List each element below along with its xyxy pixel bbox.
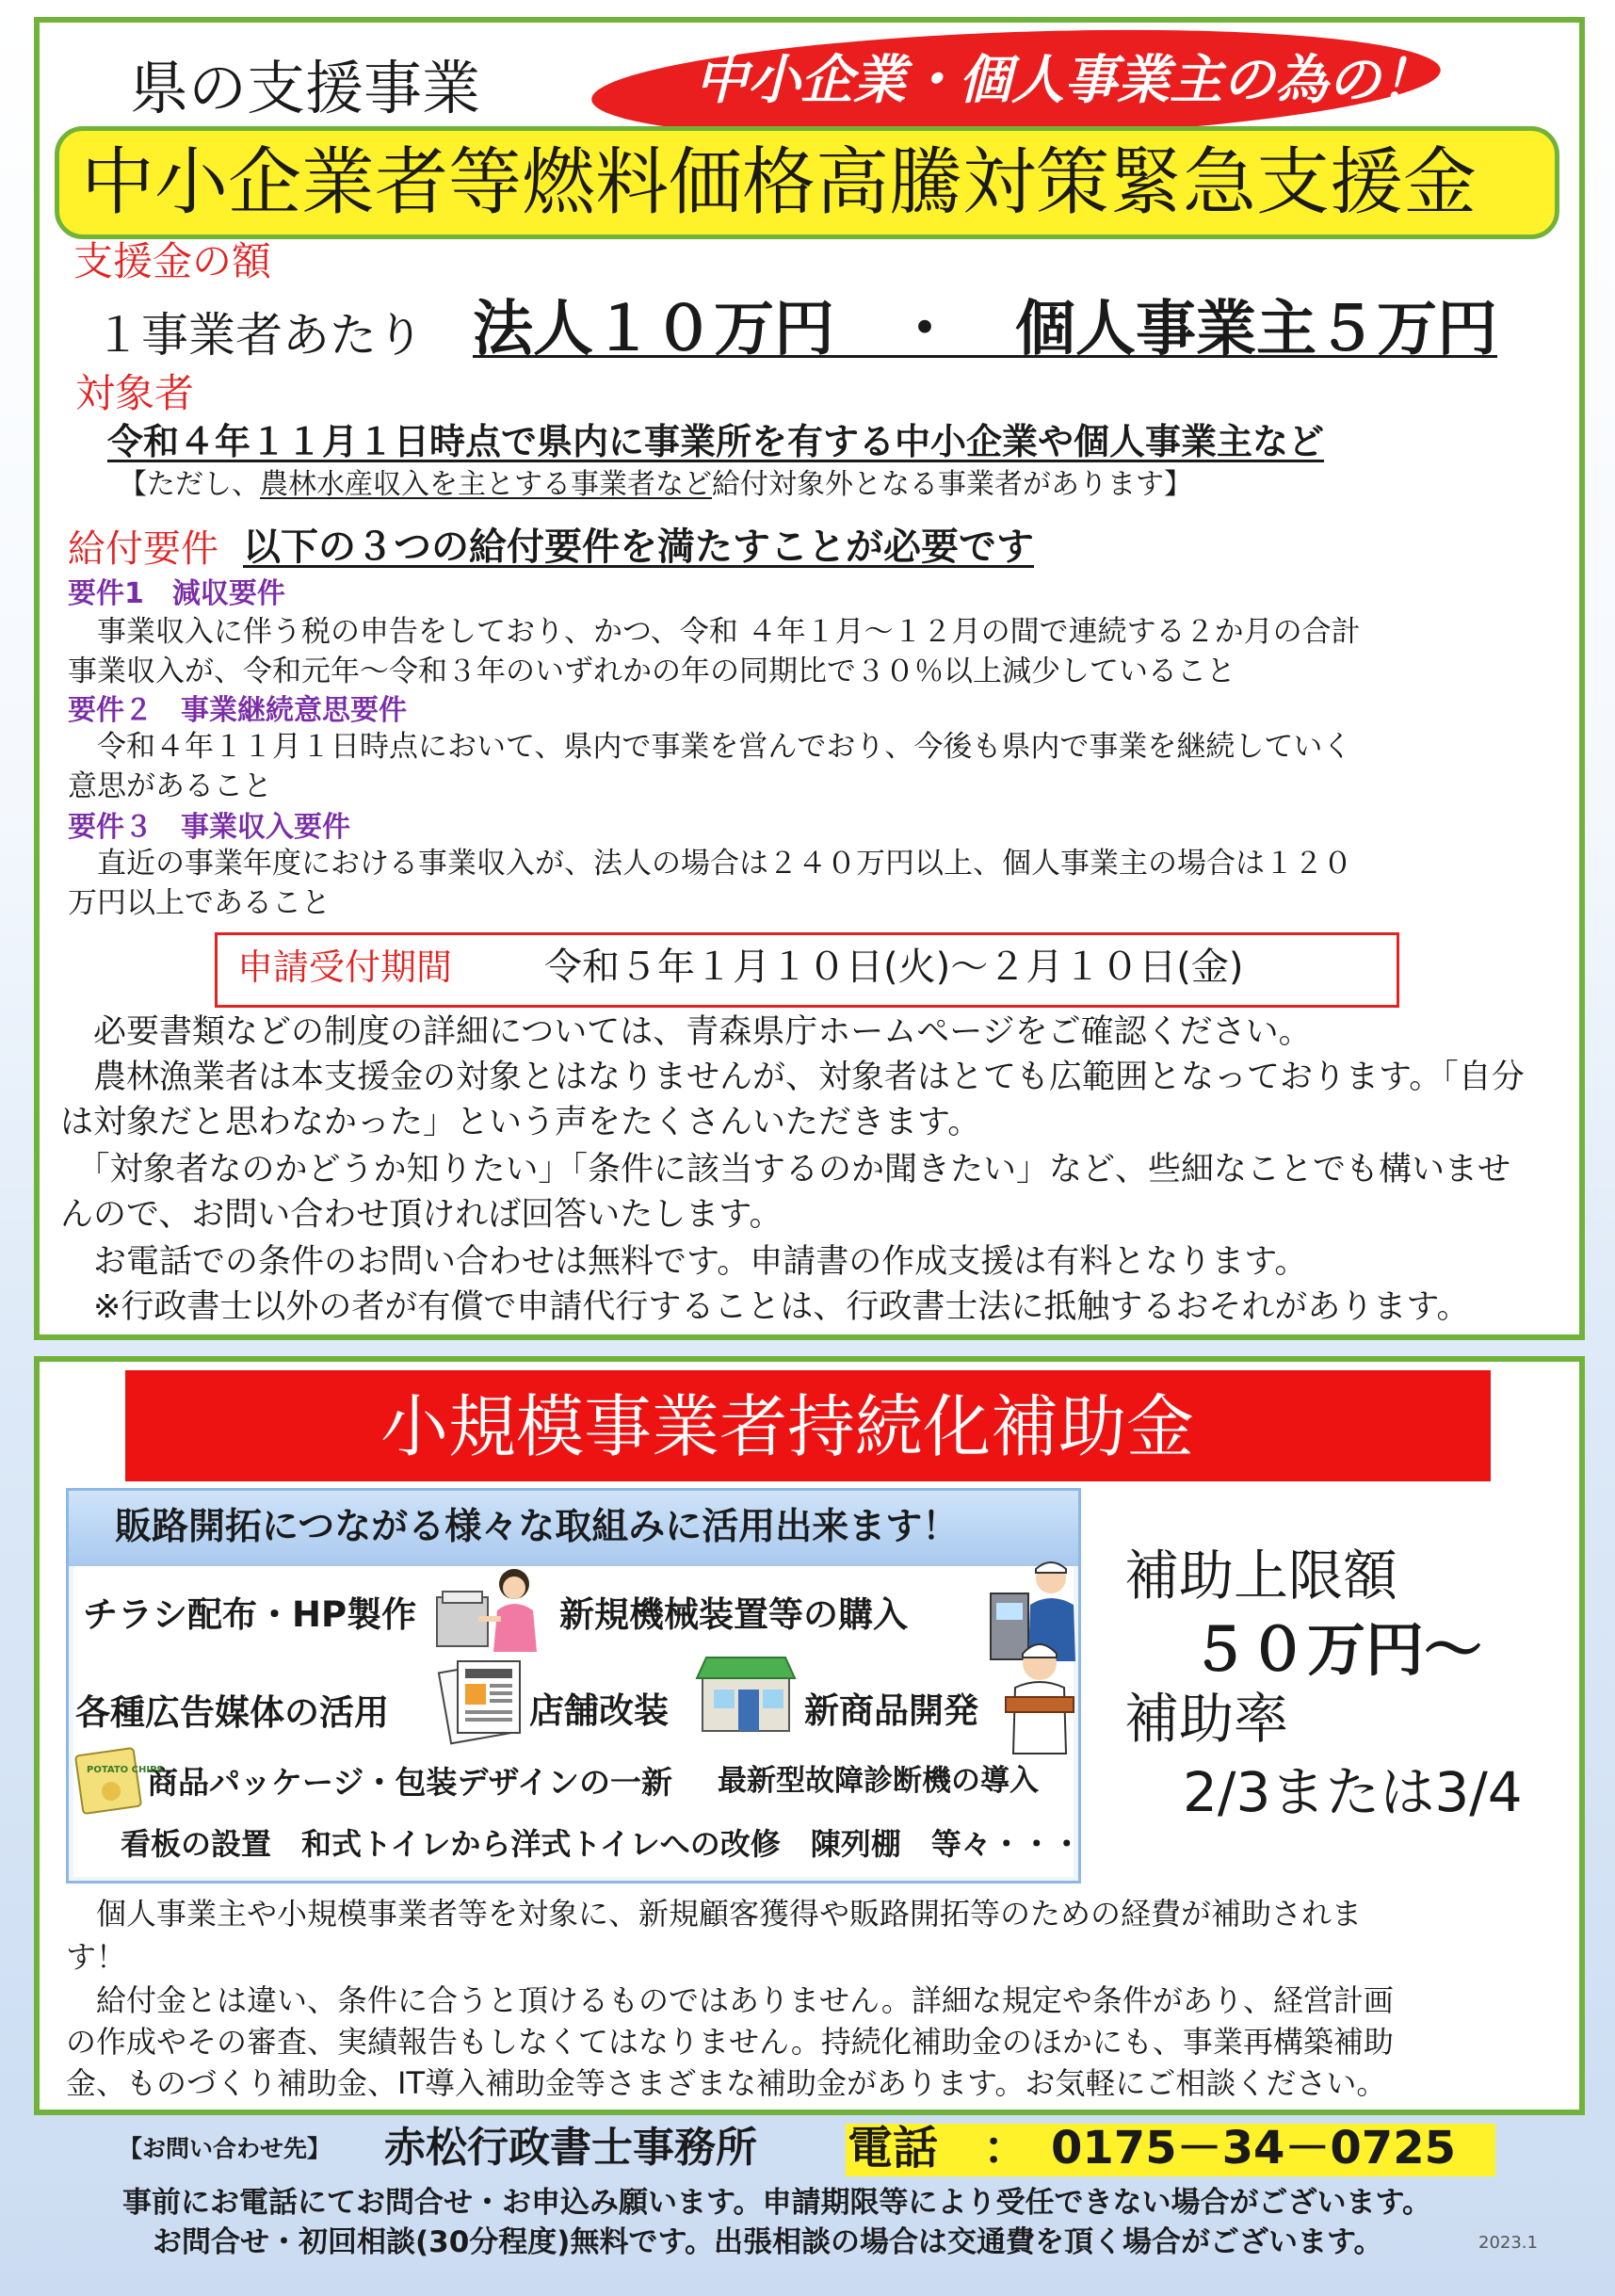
use-product: 新商品開発 [804,1690,978,1731]
amount-per: １事業者あたり [94,308,424,363]
req3-line1: 直近の事業年度における事業収入が、法人の場合は２４０万円以上、個人事業主の場合は１２０ [68,847,1352,881]
promo-header: 販路開拓につながる様々な取組みに活用出来ます！ [115,1506,960,1548]
contact-label: 【お問い合わせ先】 [119,2135,331,2162]
target-note: 【ただし、農林水産収入を主とする事業者など給付対象外となる事業者があります】 [119,468,1192,501]
subsidy-desc-line: 金、ものづくり補助金、IT導入補助金等さまざまな補助金があります。お気軽にご相談ください。 [66,2065,1387,2101]
supported-by-label: 県の支援事業 [130,54,481,122]
note-line: 必要書類などの制度の詳細については、青森県庁ホームページをご確認ください。 [60,1013,1312,1051]
req1-line1: 事業収入に伴う税の申告をしており、かつ、令和 ４年１月～１２月の間で連続する２か月の合計 [68,615,1361,649]
req2-line1: 令和４年１１月１日時点において、県内で事業を営んでおり、今後も県内で事業を継続していく [68,730,1352,764]
target-label: 対象者 [75,370,195,416]
limit-value: ５０万円～ [1190,1615,1483,1684]
req3-line2: 万円以上であること [68,886,331,920]
use-machine: 新規機械装置等の購入 [559,1594,908,1635]
subsidy-desc-line: の作成やその審査、実績報告もしなくてはなりません。持続化補助金のほかにも、事業再構築補助 [66,2024,1394,2060]
period-value: 令和５年１月１０日(火)～２月１０日(金) [544,946,1244,989]
req2-line2: 意思があること [68,769,272,803]
use-diagnosis: 最新型故障診断機の導入 [718,1764,1039,1798]
contact-note-2: お問合せ・初回相談(30分程度)無料です。出張相談の場合は交通費を頂く場合がございます。 [153,2225,1383,2259]
note-line: は対象だと思わなかった」という声をたくさんいただきます。 [60,1104,981,1141]
note-line: 「対象者なのかどうか知りたい」「条件に該当するのか聞きたい」など、些細なことでも構いませ [60,1151,1511,1188]
target-main: 令和４年１１月１日時点で県内に事業所を有する中小企業や個人事業主など [107,421,1325,462]
potato-chips-icon [75,1748,164,1814]
req2-title: 要件２ 事業継続意思要件 [68,694,407,727]
req3-title: 要件３ 事業収入要件 [68,811,350,844]
note-line: んので、お問い合わせ頂ければ回答いたします。 [60,1196,783,1234]
use-signs: 看板の設置 和式トイレから洋式トイレへの改修 陳列棚 等々・・・ [121,1826,1082,1862]
rate-label: 補助率 [1124,1687,1289,1751]
amount-label: 支援金の額 [73,238,272,284]
note-line: お電話での条件のお問い合わせは無料です。申請書の作成支援は有料となります。 [60,1243,1308,1281]
note-line: 農林漁業者は本支援金の対象とはなりませんが、対象者はとても広範囲となっております。「自分 [60,1059,1525,1096]
req1-title: 要件1 減収要件 [68,577,285,610]
flyer-illustration-icon [435,1563,546,1654]
banner-text: 中小企業・個人事業主の為の！ [695,50,1433,111]
subsidy-desc-line: 給付金とは違い、条件に合うと頂けるものではありません。詳細な規定や条件があり、経営計画 [66,1982,1394,2018]
rate-value: 2/3または3/4 [1183,1760,1523,1824]
store-icon [697,1650,795,1733]
requirements-lead: 以下の３つの給付要件を満たすことが必要です [243,525,1034,569]
limit-label: 補助上限額 [1124,1544,1398,1608]
newspaper-icon [439,1656,525,1742]
period-label: 申請受付期間 [237,946,453,988]
use-package: 商品パッケージ・包装デザインの一新 [147,1764,673,1801]
subsidy-desc-line: 個人事業主や小規模事業者等を対象に、新規顧客獲得や販路開拓等のための経費が補助されま [66,1896,1363,1932]
phone-number[interactable]: 電話 ： 0175－34－0725 [848,2122,1456,2175]
chips-label: POTATO CHIPS [87,1765,164,1775]
amount-value: 法人１０万円 ・ 個人事業主５万円 [473,295,1497,364]
subsidy-desc-line: す！ [66,1939,127,1975]
subsidy-title: 小規模事業者持続化補助金 [380,1387,1195,1466]
page-title: 中小企業者等燃料価格高騰対策緊急支援金 [81,140,1478,225]
use-media: 各種広告媒体の活用 [75,1692,389,1733]
contact-note-1: 事前にお電話にてお問合せ・お申込み願います。申請期限等により受任できない場合がございます。 [122,2186,1432,2220]
use-store: 店舗改装 [529,1690,669,1731]
issue-date: 2023.1 [1478,2233,1538,2253]
req1-line2: 事業収入が、令和元年～令和３年のいずれかの年の同期比で３０％以上減少していること [68,655,1235,688]
requirements-label: 給付要件 [68,527,218,571]
note-line: ※行政書士以外の者が有償で申請代行することは、行政書士法に抵触するおそれがあります。 [60,1288,1470,1326]
chef-icon [998,1639,1081,1755]
use-flyer: チラシ配布・HP製作 [83,1594,417,1635]
office-name: 赤松行政書士事務所 [384,2124,757,2172]
